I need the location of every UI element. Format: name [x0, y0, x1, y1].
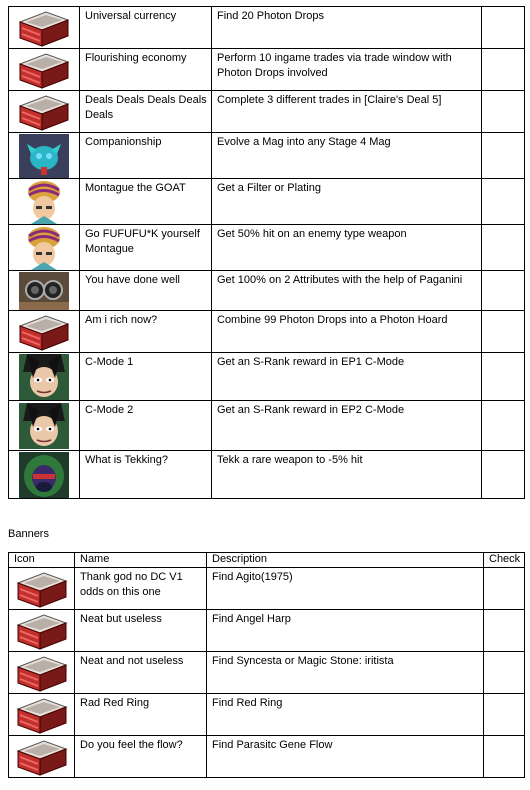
achievement-description: Perform 10 ingame trades via trade window with Photon Drops involved	[212, 49, 482, 91]
montague-portrait-icon	[19, 180, 69, 224]
check-cell[interactable]	[482, 91, 525, 133]
table-row	[9, 451, 525, 499]
check-cell[interactable]	[482, 49, 525, 91]
table-row	[9, 225, 525, 271]
achievement-name: Flourishing economy	[80, 49, 212, 91]
table-row	[9, 179, 525, 225]
icon-cell	[9, 179, 80, 225]
achievement-name: Universal currency	[80, 7, 212, 49]
achievement-name: Am i rich now?	[80, 311, 212, 353]
achievement-description: Evolve a Mag into any Stage 4 Mag	[212, 133, 482, 179]
icon-cell	[9, 271, 80, 311]
achievement-description: Combine 99 Photon Drops into a Photon Hoard	[212, 311, 482, 353]
table-row	[9, 610, 525, 652]
red-box-icon	[16, 8, 72, 48]
icon-cell	[9, 91, 80, 133]
icon-cell	[9, 49, 80, 91]
achievement-name: Deals Deals Deals Deals Deals	[80, 91, 212, 133]
icon-cell	[9, 311, 80, 353]
check-cell[interactable]	[482, 179, 525, 225]
achievement-description: Find 20 Photon Drops	[212, 7, 482, 49]
red-box-icon	[16, 312, 72, 352]
table-row	[9, 694, 525, 736]
icon-cell	[9, 353, 80, 401]
icon-cell	[9, 694, 75, 736]
achievement-name: Neat and not useless	[75, 652, 207, 694]
table-row	[9, 91, 525, 133]
table-row	[9, 736, 525, 778]
achievement-name: Montague the GOAT	[80, 179, 212, 225]
achievement-description: Get 100% on 2 Attributes with the help of Paganini	[212, 271, 482, 311]
check-cell[interactable]	[482, 271, 525, 311]
montague-portrait-icon	[19, 226, 69, 270]
check-cell[interactable]	[482, 7, 525, 49]
achievement-name: Neat but useless	[75, 610, 207, 652]
achievement-name: You have done well	[80, 271, 212, 311]
achievement-name: C-Mode 1	[80, 353, 212, 401]
achievement-name: Do you feel the flow?	[75, 736, 207, 778]
icon-cell	[9, 736, 75, 778]
table-row	[9, 133, 525, 179]
paganini-goggles-icon	[19, 272, 69, 310]
achievement-description: Get an S-Rank reward in EP1 C-Mode	[212, 353, 482, 401]
check-cell[interactable]	[482, 133, 525, 179]
achievement-name: C-Mode 2	[80, 401, 212, 451]
achievement-description: Find Syncesta or Magic Stone: iritista	[207, 652, 484, 694]
header-row	[9, 553, 525, 568]
achievement-description: Complete 3 different trades in [Claire's Deal 5]	[212, 91, 482, 133]
header-icon: Icon	[9, 553, 75, 568]
check-cell[interactable]	[484, 652, 525, 694]
table-row	[9, 271, 525, 311]
section-heading: Banners	[8, 528, 49, 540]
icon-cell	[9, 610, 75, 652]
hooded-figure-icon	[19, 452, 69, 498]
check-cell[interactable]	[484, 568, 525, 610]
achievement-name: Companionship	[80, 133, 212, 179]
check-cell[interactable]	[484, 736, 525, 778]
achievement-description: Get an S-Rank reward in EP2 C-Mode	[212, 401, 482, 451]
mag-creature-icon	[19, 134, 69, 178]
check-cell[interactable]	[482, 451, 525, 499]
icon-cell	[9, 7, 80, 49]
achievement-name: Thank god no DC V1 odds on this one	[75, 568, 207, 610]
header-name: Name	[75, 553, 207, 568]
achievement-description: Find Parasitc Gene Flow	[207, 736, 484, 778]
check-cell[interactable]	[482, 311, 525, 353]
banners-table	[8, 552, 525, 778]
icon-cell	[9, 652, 75, 694]
check-cell[interactable]	[482, 353, 525, 401]
icon-cell	[9, 133, 80, 179]
achievement-description: Find Red Ring	[207, 694, 484, 736]
achievement-description: Get a Filter or Plating	[212, 179, 482, 225]
check-cell[interactable]	[482, 225, 525, 271]
table-row	[9, 401, 525, 451]
check-cell[interactable]	[484, 694, 525, 736]
anime-face-icon	[19, 403, 69, 449]
achievement-description: Find Agito(1975)	[207, 568, 484, 610]
achievement-name: What is Tekking?	[80, 451, 212, 499]
red-box-icon	[16, 92, 72, 132]
red-box-icon	[14, 569, 70, 609]
table-row	[9, 353, 525, 401]
check-cell[interactable]	[482, 401, 525, 451]
icon-cell	[9, 451, 80, 499]
icon-cell	[9, 401, 80, 451]
table-row	[9, 652, 525, 694]
achievement-description: Tekk a rare weapon to -5% hit	[212, 451, 482, 499]
achievements-table	[8, 6, 525, 499]
table-row	[9, 7, 525, 49]
red-box-icon	[14, 737, 70, 777]
icon-cell	[9, 568, 75, 610]
header-check: Check	[484, 553, 525, 568]
table-row	[9, 568, 525, 610]
table-row	[9, 311, 525, 353]
achievement-description: Find Angel Harp	[207, 610, 484, 652]
header-description: Description	[207, 553, 484, 568]
red-box-icon	[14, 611, 70, 651]
achievement-description: Get 50% hit on an enemy type weapon	[212, 225, 482, 271]
achievement-name: Rad Red Ring	[75, 694, 207, 736]
check-cell[interactable]	[484, 610, 525, 652]
icon-cell	[9, 225, 80, 271]
red-box-icon	[14, 653, 70, 693]
red-box-icon	[16, 50, 72, 90]
achievement-name: Go FUFUFU*K yourself Montague	[80, 225, 212, 271]
anime-face-icon	[19, 354, 69, 400]
red-box-icon	[14, 695, 70, 735]
table-row	[9, 49, 525, 91]
